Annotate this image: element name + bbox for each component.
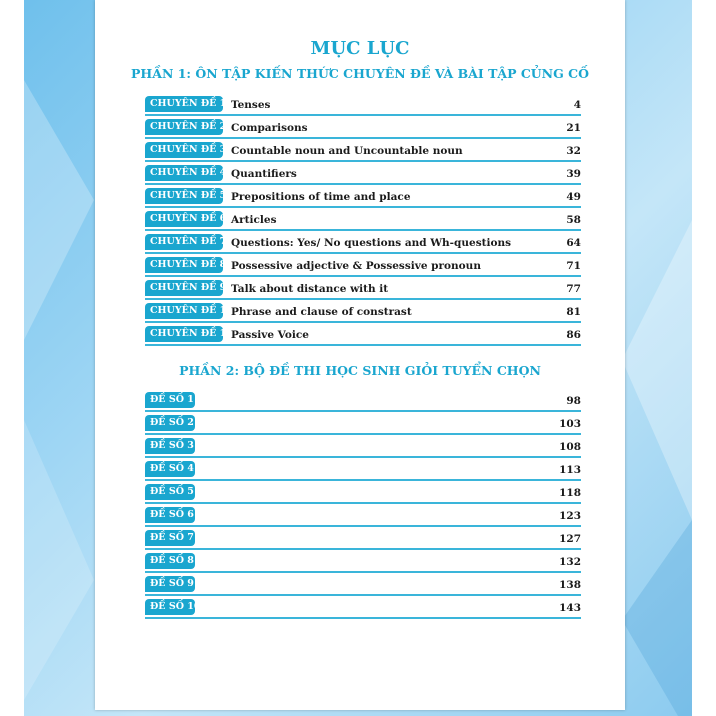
part1-heading: PHẦN 1: ÔN TẬP KIẾN THỨC CHUYÊN ĐỀ VÀ BÀI TẬP CỦNG CỐ <box>131 66 589 81</box>
page-number: 81 <box>566 306 581 318</box>
page-number: 143 <box>559 602 581 614</box>
page-number: 64 <box>566 237 581 249</box>
topic-badge: CHUYÊN ĐỀ 3 <box>145 142 223 158</box>
exam-badge: ĐỀ SỐ 4 <box>145 461 195 477</box>
background-facet <box>24 80 94 340</box>
toc-row[interactable] <box>145 280 581 298</box>
row-rule <box>145 525 581 527</box>
row-rule <box>145 502 581 504</box>
toc-row[interactable] <box>145 165 581 183</box>
background-facet <box>622 520 692 716</box>
page-number: 86 <box>566 329 581 341</box>
topic-title: Questions: Yes/ No questions and Wh-questions <box>231 237 511 249</box>
row-rule <box>145 433 581 435</box>
toc-row[interactable] <box>145 461 581 479</box>
topic-badge: CHUYÊN ĐỀ 10 <box>145 303 223 319</box>
row-rule <box>145 298 581 300</box>
toc-row[interactable] <box>145 484 581 502</box>
topic-badge: CHUYÊN ĐỀ 5 <box>145 188 223 204</box>
page-number: 132 <box>559 556 581 568</box>
row-rule <box>145 160 581 162</box>
topic-badge: CHUYÊN ĐỀ 8 <box>145 257 223 273</box>
topic-title: Countable noun and Uncountable noun <box>231 145 463 157</box>
row-rule <box>145 548 581 550</box>
topic-badge: CHUYÊN ĐỀ 1 <box>145 96 223 112</box>
topic-badge: CHUYÊN ĐỀ 11 <box>145 326 223 342</box>
topic-title: Articles <box>231 214 277 226</box>
exam-badge: ĐỀ SỐ 3 <box>145 438 195 454</box>
row-rule <box>145 456 581 458</box>
page-number: 77 <box>566 283 581 295</box>
page-number: 123 <box>559 510 581 522</box>
row-rule <box>145 206 581 208</box>
page-number: 113 <box>559 464 581 476</box>
page-number: 4 <box>573 99 581 111</box>
page-number: 71 <box>566 260 581 272</box>
page-number: 103 <box>559 418 581 430</box>
exam-badge: ĐỀ SỐ 9 <box>145 576 195 592</box>
topic-title: Quantifiers <box>231 168 297 180</box>
exam-badge: ĐỀ SỐ 7 <box>145 530 195 546</box>
toc-row[interactable] <box>145 119 581 137</box>
page-number: 138 <box>559 579 581 591</box>
toc-row[interactable] <box>145 257 581 275</box>
topic-title: Tenses <box>231 99 271 111</box>
page-number: 32 <box>566 145 581 157</box>
page-title: MỤC LỤC <box>310 38 410 59</box>
document-page <box>95 0 625 710</box>
toc-row[interactable] <box>145 211 581 229</box>
row-rule <box>145 321 581 323</box>
topic-title: Prepositions of time and place <box>231 191 411 203</box>
page-number: 39 <box>566 168 581 180</box>
topic-badge: CHUYÊN ĐỀ 6 <box>145 211 223 227</box>
toc-row[interactable] <box>145 303 581 321</box>
exam-badge: ĐỀ SỐ 8 <box>145 553 195 569</box>
row-rule <box>145 137 581 139</box>
toc-row[interactable] <box>145 507 581 525</box>
topic-badge: CHUYÊN ĐỀ 4 <box>145 165 223 181</box>
topic-badge: CHUYÊN ĐỀ 2 <box>145 119 223 135</box>
toc-row[interactable] <box>145 599 581 617</box>
toc-row[interactable] <box>145 234 581 252</box>
topic-badge: CHUYÊN ĐỀ 7 <box>145 234 223 250</box>
row-rule <box>145 183 581 185</box>
exam-badge: ĐỀ SỐ 6 <box>145 507 195 523</box>
page-number: 108 <box>559 441 581 453</box>
page-number: 118 <box>559 487 581 499</box>
row-rule <box>145 344 581 346</box>
row-rule <box>145 617 581 619</box>
page-number: 98 <box>566 395 581 407</box>
toc-row[interactable] <box>145 576 581 594</box>
toc-row[interactable] <box>145 530 581 548</box>
row-rule <box>145 252 581 254</box>
toc-row[interactable] <box>145 142 581 160</box>
toc-row[interactable] <box>145 96 581 114</box>
topic-title: Possessive adjective & Possessive pronoun <box>231 260 481 272</box>
background-facet <box>622 220 692 520</box>
row-rule <box>145 479 581 481</box>
exam-badge: ĐỀ SỐ 5 <box>145 484 195 500</box>
toc-row[interactable] <box>145 438 581 456</box>
topic-title: Comparisons <box>231 122 308 134</box>
row-rule <box>145 410 581 412</box>
page-number: 21 <box>566 122 581 134</box>
toc-row[interactable] <box>145 326 581 344</box>
toc-row[interactable] <box>145 415 581 433</box>
topic-title: Phrase and clause of constrast <box>231 306 412 318</box>
toc-row[interactable] <box>145 392 581 410</box>
background-facet <box>24 420 94 700</box>
row-rule <box>145 571 581 573</box>
topic-title: Passive Voice <box>231 329 309 341</box>
part2-heading: PHẦN 2: BỘ ĐỀ THI HỌC SINH GIỎI TUYỂN CHỌN <box>179 363 541 378</box>
row-rule <box>145 114 581 116</box>
row-rule <box>145 229 581 231</box>
topic-title: Talk about distance with it <box>231 283 389 295</box>
topic-badge: CHUYÊN ĐỀ 9 <box>145 280 223 296</box>
page-number: 58 <box>566 214 581 226</box>
row-rule <box>145 275 581 277</box>
toc-row[interactable] <box>145 553 581 571</box>
page-number: 127 <box>559 533 581 545</box>
row-rule <box>145 594 581 596</box>
exam-badge: ĐỀ SỐ 10 <box>145 599 195 615</box>
exam-badge: ĐỀ SỐ 2 <box>145 415 195 431</box>
exam-badge: ĐỀ SỐ 1 <box>145 392 195 408</box>
page-number: 49 <box>566 191 581 203</box>
toc-row[interactable] <box>145 188 581 206</box>
